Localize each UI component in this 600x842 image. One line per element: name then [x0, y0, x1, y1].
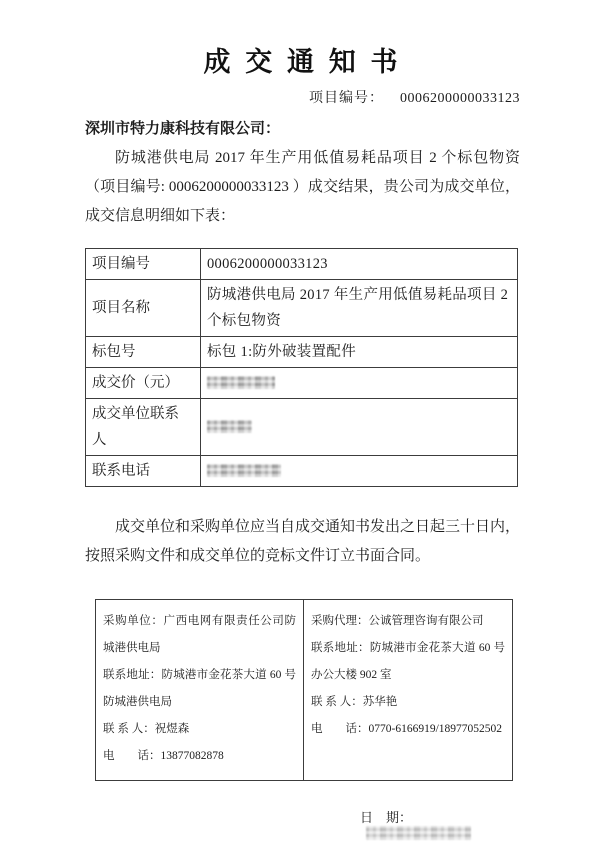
row-label: 成交单位联系人: [86, 399, 201, 456]
redacted-contact-name: [207, 420, 252, 433]
purchaser-phone-line: 电 话：13877082878: [103, 750, 224, 762]
award-info-table: [85, 248, 518, 487]
purchaser-cell: [96, 600, 304, 781]
agent-line: 采购代理：公诚管理咨询有限公司: [311, 615, 484, 627]
row-label: 联系电话: [86, 456, 201, 487]
date-label: 日 期：: [360, 810, 413, 825]
row-value: 0006200000033123: [201, 249, 518, 280]
agent-contact-line: 联 系 人：苏华艳: [311, 696, 398, 708]
table-row: [96, 600, 513, 781]
table-row: [86, 280, 518, 337]
row-value-redacted: [201, 456, 518, 487]
redacted-price-value: [207, 376, 275, 389]
row-value: 标包 1:防外破装置配件: [201, 337, 518, 368]
redacted-phone-number: [207, 464, 281, 477]
recipient-company: 深圳市特力康科技有限公司：: [85, 121, 281, 137]
row-label: 标包号: [86, 337, 201, 368]
row-label: 项目名称: [86, 280, 201, 337]
project-number-label: 项目编号：: [309, 91, 384, 106]
document-title: 成 交 通 知 书: [203, 47, 402, 77]
table-row: [86, 456, 518, 487]
purchaser-contact-line: 联 系 人：祝煜森: [103, 723, 190, 735]
intro-paragraph: 防城港供电局 2017 年生产用低值易耗品项目 2 个标包物资 （项目编号: 0006200000033123 ）成交结果，贵公司为成交单位，成交信息明细如下表：: [85, 150, 520, 224]
project-number-value: 0006200000033123: [400, 91, 520, 106]
table-row: [86, 368, 518, 399]
purchaser-address-line: 联系地址：防城港市金花茶大道 60 号防城港供电局: [103, 669, 296, 708]
agent-address-line: 联系地址：防城港市金花茶大道 60 号办公大楼 902 室: [311, 642, 505, 681]
row-value-redacted: [201, 399, 518, 456]
agent-cell: [304, 600, 513, 781]
contacts-table: [95, 599, 513, 781]
contract-paragraph: 成交单位和采购单位应当自成交通知书发出之日起三十日内，按照采购文件和成交单位的竞标文件订立书面合同。: [85, 519, 521, 564]
date-line: [85, 807, 520, 842]
table-row: [86, 337, 518, 368]
row-value: 防城港供电局 2017 年生产用低值易耗品项目 2 个标包物资: [201, 280, 518, 337]
row-label: 成交价（元）: [86, 368, 201, 399]
project-number-line: [85, 87, 520, 107]
purchaser-line: 采购单位：广西电网有限责任公司防城港供电局: [103, 615, 296, 654]
table-row: [86, 399, 518, 456]
row-value-redacted: [201, 368, 518, 399]
table-row: [86, 249, 518, 280]
row-label: 项目编号: [86, 249, 201, 280]
redacted-date-value: [366, 826, 471, 840]
agent-phone-line: 电 话：0770-6166919/18977052502: [311, 723, 503, 735]
